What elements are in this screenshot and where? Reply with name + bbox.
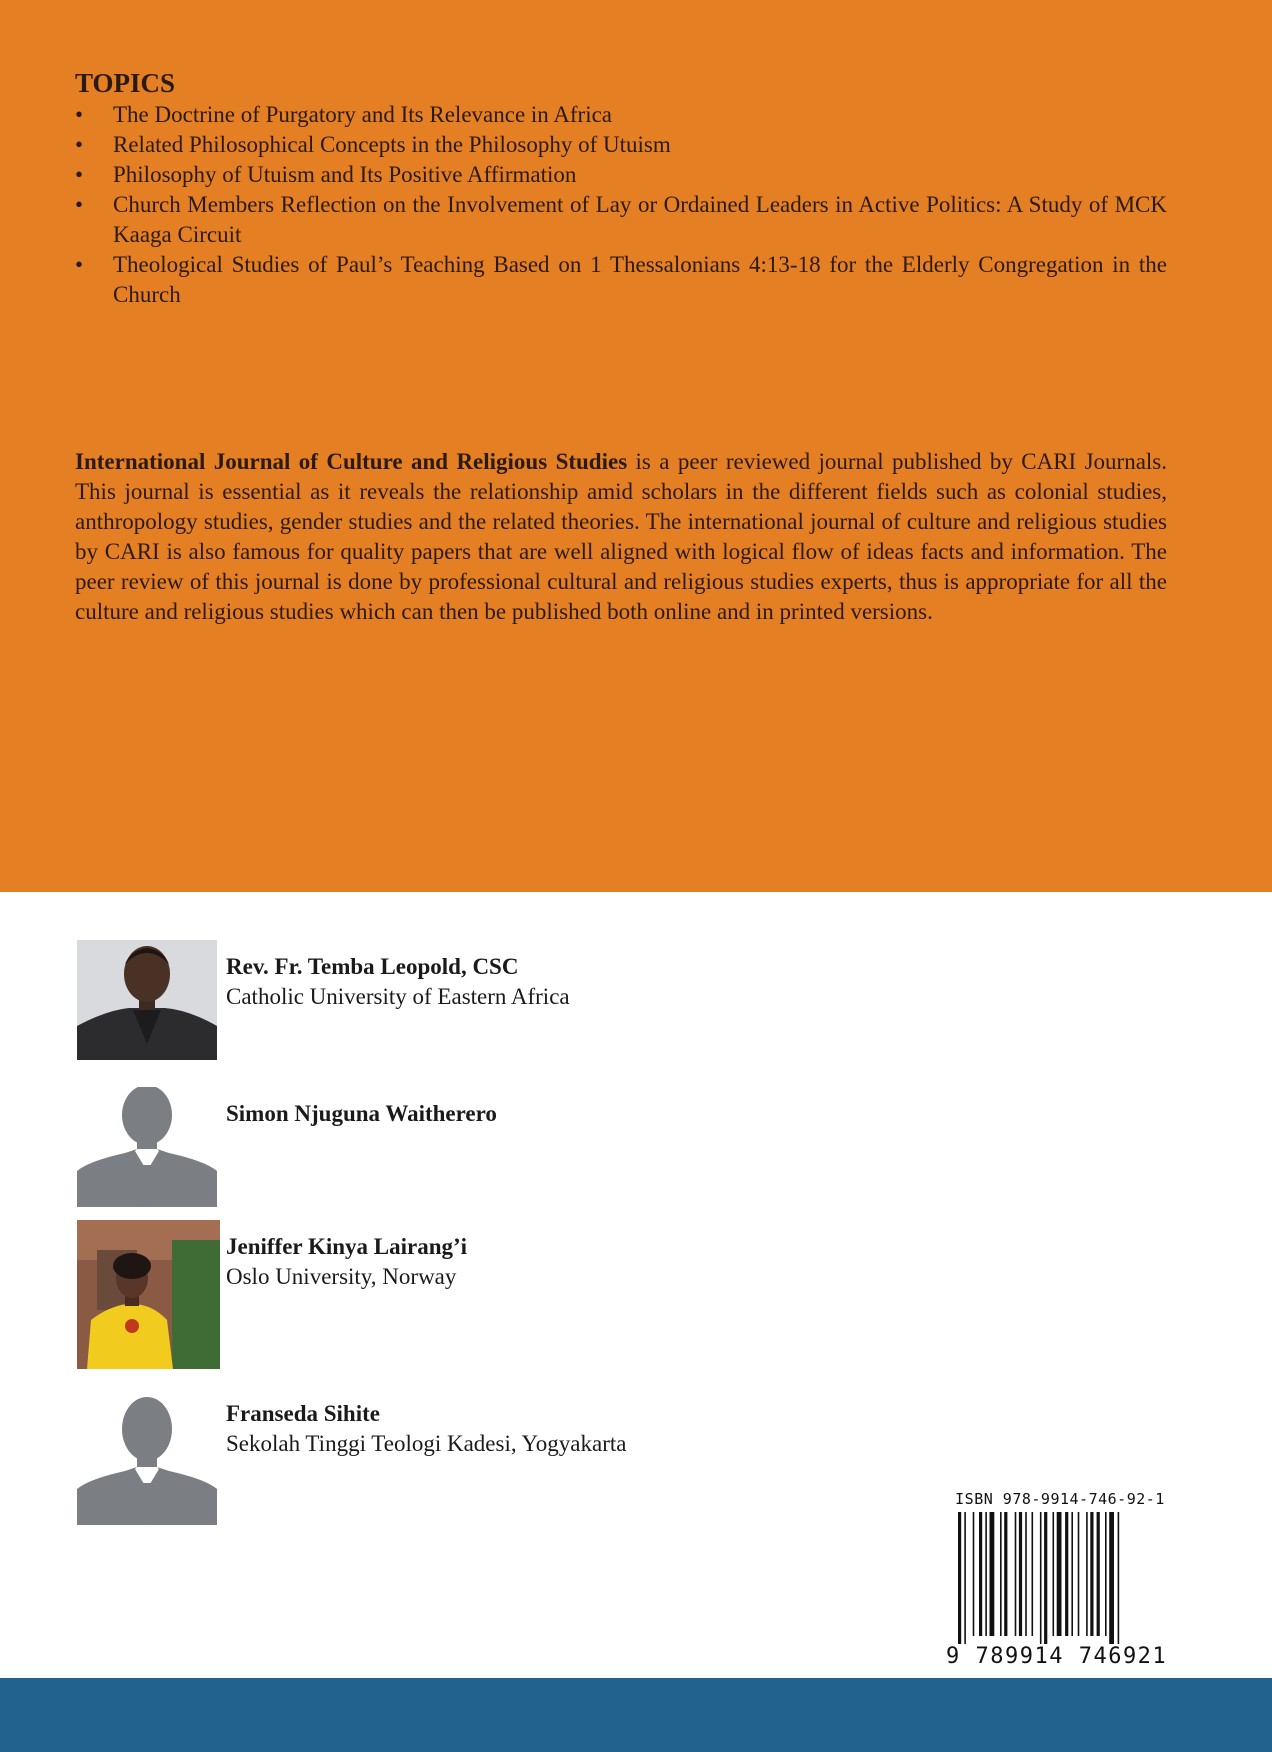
journal-description xyxy=(75,447,1167,627)
barcode-bar xyxy=(958,1512,961,1644)
author-photo xyxy=(77,940,217,1060)
author-entry xyxy=(77,940,777,1070)
barcode-bar xyxy=(990,1512,995,1636)
author-entry xyxy=(77,1087,777,1217)
barcode-bar xyxy=(1044,1512,1047,1644)
author-entry xyxy=(77,1387,777,1517)
topic-item: • Church Members Reflection on the Involvement of Lay or Ordained Leaders in Active Politics: A Study of MCK Kaaga Circuit xyxy=(75,190,1167,250)
barcode-bar xyxy=(1065,1512,1068,1636)
barcode-bar xyxy=(1057,1512,1062,1636)
barcode-digits: 9 789914 746921 xyxy=(946,1644,1168,1669)
barcode-bar xyxy=(1105,1512,1107,1636)
author-name: Franseda Sihite xyxy=(226,1401,380,1426)
barcode-bar xyxy=(1015,1512,1017,1636)
topic-item: • Theological Studies of Paul’s Teaching Based on 1 Thessalonians 4:13-18 for the Elderly Congregation in the Church xyxy=(75,250,1167,310)
isbn-label: ISBN 978-9914-746-92-1 xyxy=(955,1490,1165,1508)
author-name: Rev. Fr. Temba Leopold, CSC xyxy=(226,954,519,979)
author-affiliation: Oslo University, Norway xyxy=(226,1264,457,1289)
topics-heading: TOPICS xyxy=(75,68,176,98)
author-affiliation: Sekolah Tinggi Teologi Kadesi, Yogyakarta xyxy=(226,1431,627,1456)
barcode-bar xyxy=(1053,1512,1055,1636)
barcode-bar xyxy=(979,1512,982,1636)
barcode-bar xyxy=(1071,1512,1073,1636)
barcode-bar xyxy=(1078,1512,1080,1636)
barcode-bar xyxy=(1090,1512,1093,1636)
barcode-bar xyxy=(1118,1512,1120,1644)
barcode-bar xyxy=(1109,1512,1114,1644)
author-silhouette-icon xyxy=(77,1387,217,1525)
topic-item: • Philosophy of Utuism and Its Positive Affirmation xyxy=(75,160,1167,190)
description-text: is a peer reviewed journal published by CARI Journals. This journal is essential as it reveals the relationship amid scholars in the different fields such as colonial studies, anthropology studies, gender studies and the related theories. The international journal of culture and religious studies by CARI is also famous for quality papers that are well aligned with logical flow of ideas facts and information. The peer review of this journal is done by professional cultural and religious studies experts, thus is appropriate for all the culture and religious studies which can then be published both online and in printed versions. xyxy=(75,449,1168,624)
author-name: Jeniffer Kinya Lairang’i xyxy=(226,1234,468,1259)
topic-item: • Related Philosophical Concepts in the Philosophy of Utuism xyxy=(75,130,1167,160)
barcode-bar xyxy=(1019,1512,1022,1636)
author-entry xyxy=(77,1220,777,1350)
barcode-bar xyxy=(973,1512,975,1636)
barcode-bar xyxy=(985,1512,987,1636)
author-affiliation: Catholic University of Eastern Africa xyxy=(226,984,570,1009)
barcode-bar xyxy=(1032,1512,1034,1636)
topic-item: • The Doctrine of Purgatory and Its Relevance in Africa xyxy=(75,100,1167,130)
barcode-bar xyxy=(1000,1512,1002,1636)
author-photo xyxy=(77,1220,220,1369)
barcode-bar xyxy=(1004,1512,1007,1636)
barcode-bar xyxy=(964,1512,966,1644)
footer-bar xyxy=(0,1678,1272,1752)
author-name: Simon Njuguna Waitherero xyxy=(226,1101,497,1126)
journal-name: International Journal of Culture and Religious Studies xyxy=(75,449,628,474)
barcode-bar xyxy=(1025,1512,1027,1636)
author-silhouette-icon xyxy=(77,1087,217,1207)
barcode-bar xyxy=(1040,1512,1042,1644)
topics-list xyxy=(75,100,1167,310)
barcode-bar xyxy=(1086,1512,1088,1636)
isbn-barcode xyxy=(944,1490,1176,1670)
barcode-bar xyxy=(1097,1512,1100,1636)
barcode-icon xyxy=(944,1512,1176,1644)
